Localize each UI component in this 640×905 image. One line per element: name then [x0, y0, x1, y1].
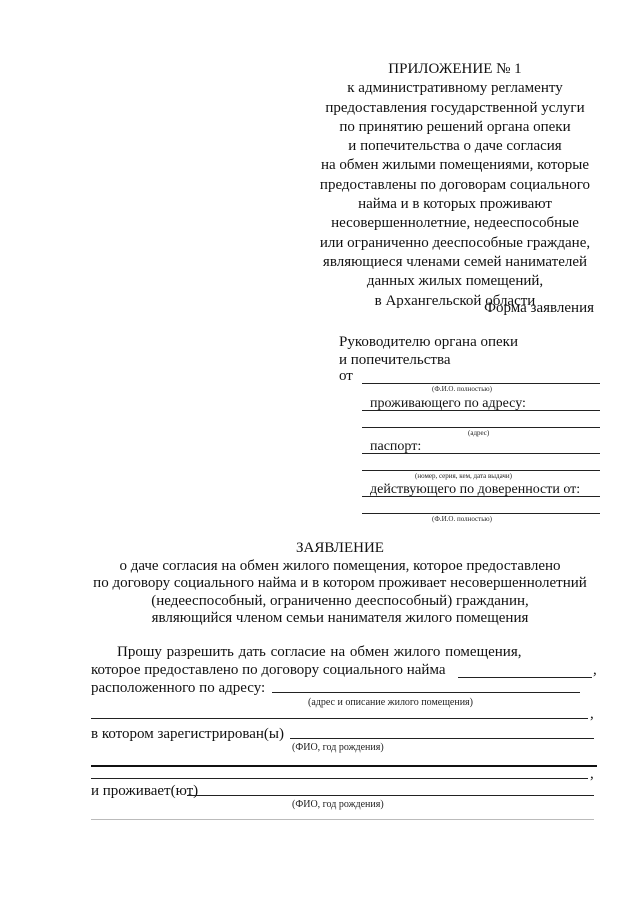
property-address-field-2[interactable] — [91, 718, 588, 719]
registered-caption: (ФИО, год рождения) — [292, 742, 384, 753]
property-address-caption: (адрес и описание жилого помещения) — [308, 697, 473, 708]
addressee-line-1: Руководителю органа опеки — [339, 334, 518, 350]
residents-field[interactable] — [187, 795, 594, 796]
from-fio-field[interactable] — [362, 383, 600, 384]
statement-subtitle: (недееспособный, ограниченно дееспособный) гражданин, — [151, 592, 529, 609]
appendix-line: являющиеся членами семей нанимателей — [322, 253, 588, 270]
registered-persons-field-3[interactable] — [91, 778, 588, 779]
appendix-line: по принятию решений органа опеки — [339, 118, 571, 135]
appendix-line: в Архангельской области — [374, 292, 536, 309]
appendix-line: предоставлены по договорам социального — [319, 176, 591, 193]
passport-field-line-1[interactable] — [362, 453, 600, 454]
passport-label: паспорт: — [370, 439, 422, 454]
registered-label: в котором зарегистрирован(ы) — [91, 726, 284, 742]
residents-field-2[interactable] — [91, 819, 594, 820]
address-caption: (адрес) — [468, 429, 490, 437]
address-field-line-1[interactable] — [362, 410, 600, 411]
appendix-line: на обмен жилыми помещениями, которые — [320, 157, 590, 174]
form-type-label: Форма заявления — [484, 300, 594, 316]
proxy-field-line-2[interactable] — [362, 513, 600, 514]
registered-persons-field-2[interactable] — [91, 765, 597, 767]
proxy-field-line-1[interactable] — [362, 496, 600, 497]
appendix-line: найма и в которых проживают — [358, 196, 552, 213]
appendix-line: несовершеннолетние, недееспособные — [331, 215, 579, 232]
request-text: Прошу разрешить дать согласие на обмен жилого помещения, — [117, 644, 522, 660]
social-lease-text: которое предоставлено по договору социального найма — [91, 662, 446, 678]
from-label: от — [339, 368, 353, 384]
statement-subtitle: по договору социального найма и в котором проживает несовершеннолетний — [93, 575, 587, 591]
proxy-label: действующего по доверенности от: — [370, 482, 581, 497]
address-located-label: расположенного по адресу: — [91, 680, 266, 696]
proxy-caption: (Ф.И.О. полностью) — [432, 515, 492, 523]
appendix-line: к административному регламенту — [347, 80, 563, 97]
address-field-line-2[interactable] — [362, 427, 600, 428]
appendix-title: ПРИЛОЖЕНИЕ № 1 — [388, 61, 522, 77]
statement-subtitle: являющийся членом семьи нанимателя жилого помещения — [151, 610, 529, 626]
comma: , — [590, 706, 594, 722]
property-address-field[interactable] — [272, 692, 580, 693]
appendix-header — [300, 60, 610, 311]
statement-title: ЗАЯВЛЕНИЕ — [296, 540, 384, 556]
passport-caption: (номер, серия, кем, дата выдачи) — [415, 472, 512, 480]
passport-field-line-2[interactable] — [362, 470, 600, 471]
addressee-block — [339, 333, 518, 369]
appendix-line: или ограниченно дееспособные граждане, — [319, 234, 591, 251]
comma: , — [593, 662, 597, 678]
lease-number-field[interactable] — [458, 677, 592, 678]
registered-persons-field[interactable] — [290, 738, 594, 739]
statement-heading — [60, 540, 620, 628]
appendix-line: и попечительства о даче согласия — [348, 138, 562, 155]
address-label: проживающего по адресу: — [370, 396, 526, 411]
comma: , — [590, 766, 594, 782]
appendix-line: данных жилых помещений, — [366, 273, 544, 290]
residents-caption: (ФИО, год рождения) — [292, 799, 384, 810]
appendix-line: предоставления государственной услуги — [325, 99, 585, 116]
addressee-line-2: и попечительства — [339, 352, 451, 368]
fio-caption: (Ф.И.О. полностью) — [432, 385, 492, 393]
statement-subtitle: о даче согласия на обмен жилого помещения, которое предоставлено — [119, 557, 561, 574]
lives-label: и проживает(ют) — [91, 783, 199, 799]
